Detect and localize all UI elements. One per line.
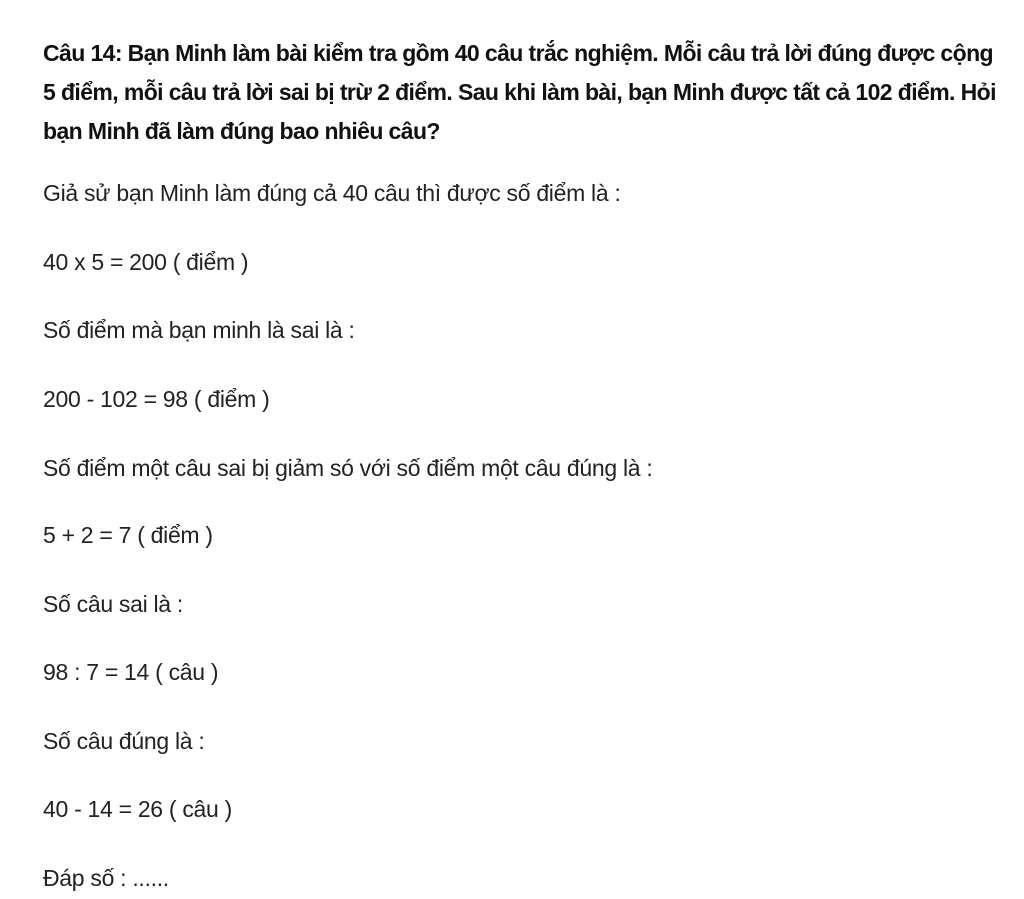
solution-line-8: 98 : 7 = 14 ( câu ) bbox=[43, 659, 219, 685]
solution-line-1: Giả sử bạn Minh làm đúng cả 40 câu thì được số điểm là : bbox=[43, 180, 621, 206]
solution-line-11: Đáp số : ...... bbox=[43, 865, 169, 891]
solution-line-4: 200 - 102 = 98 ( điểm ) bbox=[43, 386, 270, 412]
solution-line-10: 40 - 14 = 26 ( câu ) bbox=[43, 796, 232, 822]
solution-line-3: Số điểm mà bạn minh là sai là : bbox=[43, 317, 355, 343]
solution-line-7: Số câu sai là : bbox=[43, 591, 183, 617]
solution-line-6: 5 + 2 = 7 ( điểm ) bbox=[43, 522, 213, 548]
solution-line-5: Số điểm một câu sai bị giảm só với số điểm một câu đúng là : bbox=[43, 455, 653, 481]
question-text: Câu 14: Bạn Minh làm bài kiểm tra gồm 40 câu trắc nghiệm. Mỗi câu trả lời đúng được cộng 5 điểm, mỗi câu trả lời sai bị trừ 2 điểm. Sau khi làm bài, bạn Minh được tất cả 102 điểm. Hỏi bạn Minh đã làm đúng bao nhiêu câu? bbox=[43, 40, 996, 144]
solution-line-9: Số câu đúng là : bbox=[43, 728, 205, 754]
solution-line-2: 40 x 5 = 200 ( điểm ) bbox=[43, 249, 249, 275]
